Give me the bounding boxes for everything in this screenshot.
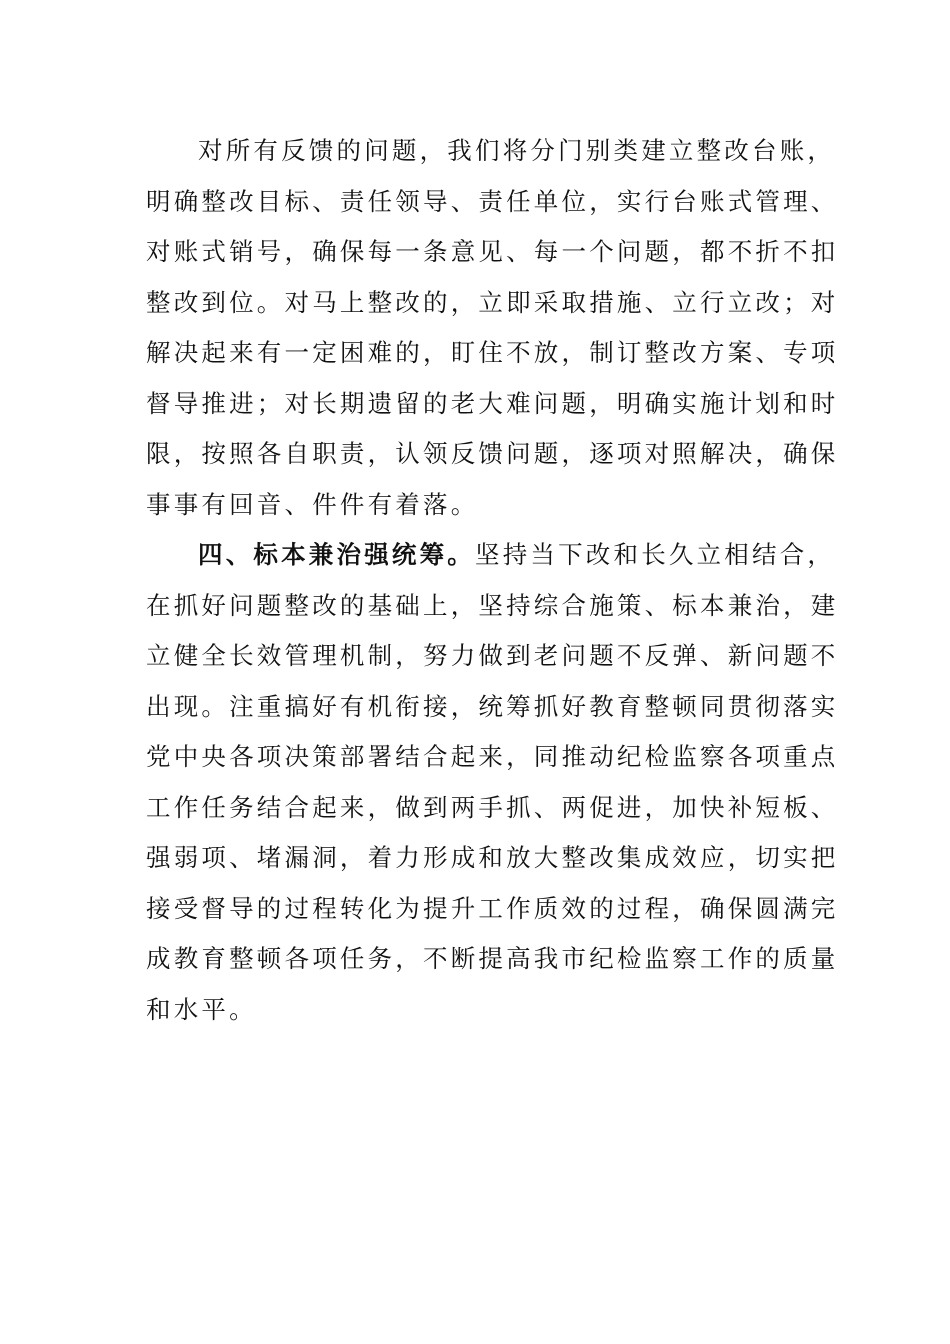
paragraph-line: 和水平。 bbox=[146, 994, 257, 1024]
paragraph-line: 立健全长效管理机制，努力做到老问题不反弹、新问题不 bbox=[146, 641, 839, 670]
paragraph-line: 在抓好问题整改的基础上，坚持综合施策、标本兼治，建 bbox=[146, 590, 839, 620]
paragraph-line: 接受督导的过程转化为提升工作质效的过程，确保圆满完 bbox=[146, 893, 839, 923]
paragraph-line-rest: 坚持当下改和长久立相结合， bbox=[475, 540, 836, 569]
paragraph-first-line bbox=[146, 530, 836, 581]
paragraph-line: 成教育整顿各项任务，不断提高我市纪检监察工作的质量 bbox=[146, 944, 839, 973]
section-heading: 四、标本兼治强统筹。 bbox=[198, 540, 475, 569]
paragraph-1 bbox=[146, 126, 839, 530]
paragraph-line: 整改到位。对马上整改的，立即采取措施、立行立改；对 bbox=[146, 287, 839, 317]
paragraph-2 bbox=[146, 530, 839, 1035]
paragraph-line: 工作任务结合起来，做到两手抓、两促进，加快补短板、 bbox=[146, 792, 839, 822]
paragraph-line: 对所有反馈的问题，我们将分门别类建立整改台账， bbox=[198, 136, 836, 165]
paragraph-line: 强弱项、堵漏洞，着力形成和放大整改集成效应，切实把 bbox=[146, 843, 839, 872]
paragraph-line: 明确整改目标、责任领导、责任单位，实行台账式管理、 bbox=[146, 186, 839, 216]
paragraph-line: 出现。注重搞好有机衔接，统筹抓好教育整顿同贯彻落实 bbox=[146, 691, 839, 721]
paragraph-line: 事事有回音、件件有着落。 bbox=[146, 489, 479, 519]
paragraph-line: 对账式销号，确保每一条意见、每一个问题，都不折不扣 bbox=[146, 237, 839, 266]
paragraph-line: 限，按照各自职责，认领反馈问题，逐项对照解决，确保 bbox=[146, 439, 839, 468]
document-body bbox=[146, 126, 839, 1035]
paragraph-line: 解决起来有一定困难的，盯住不放，制订整改方案、专项 bbox=[146, 338, 839, 367]
paragraph-line: 督导推进；对长期遗留的老大难问题，明确实施计划和时 bbox=[146, 388, 839, 418]
paragraph-line: 党中央各项决策部署结合起来，同推动纪检监察各项重点 bbox=[146, 742, 839, 771]
